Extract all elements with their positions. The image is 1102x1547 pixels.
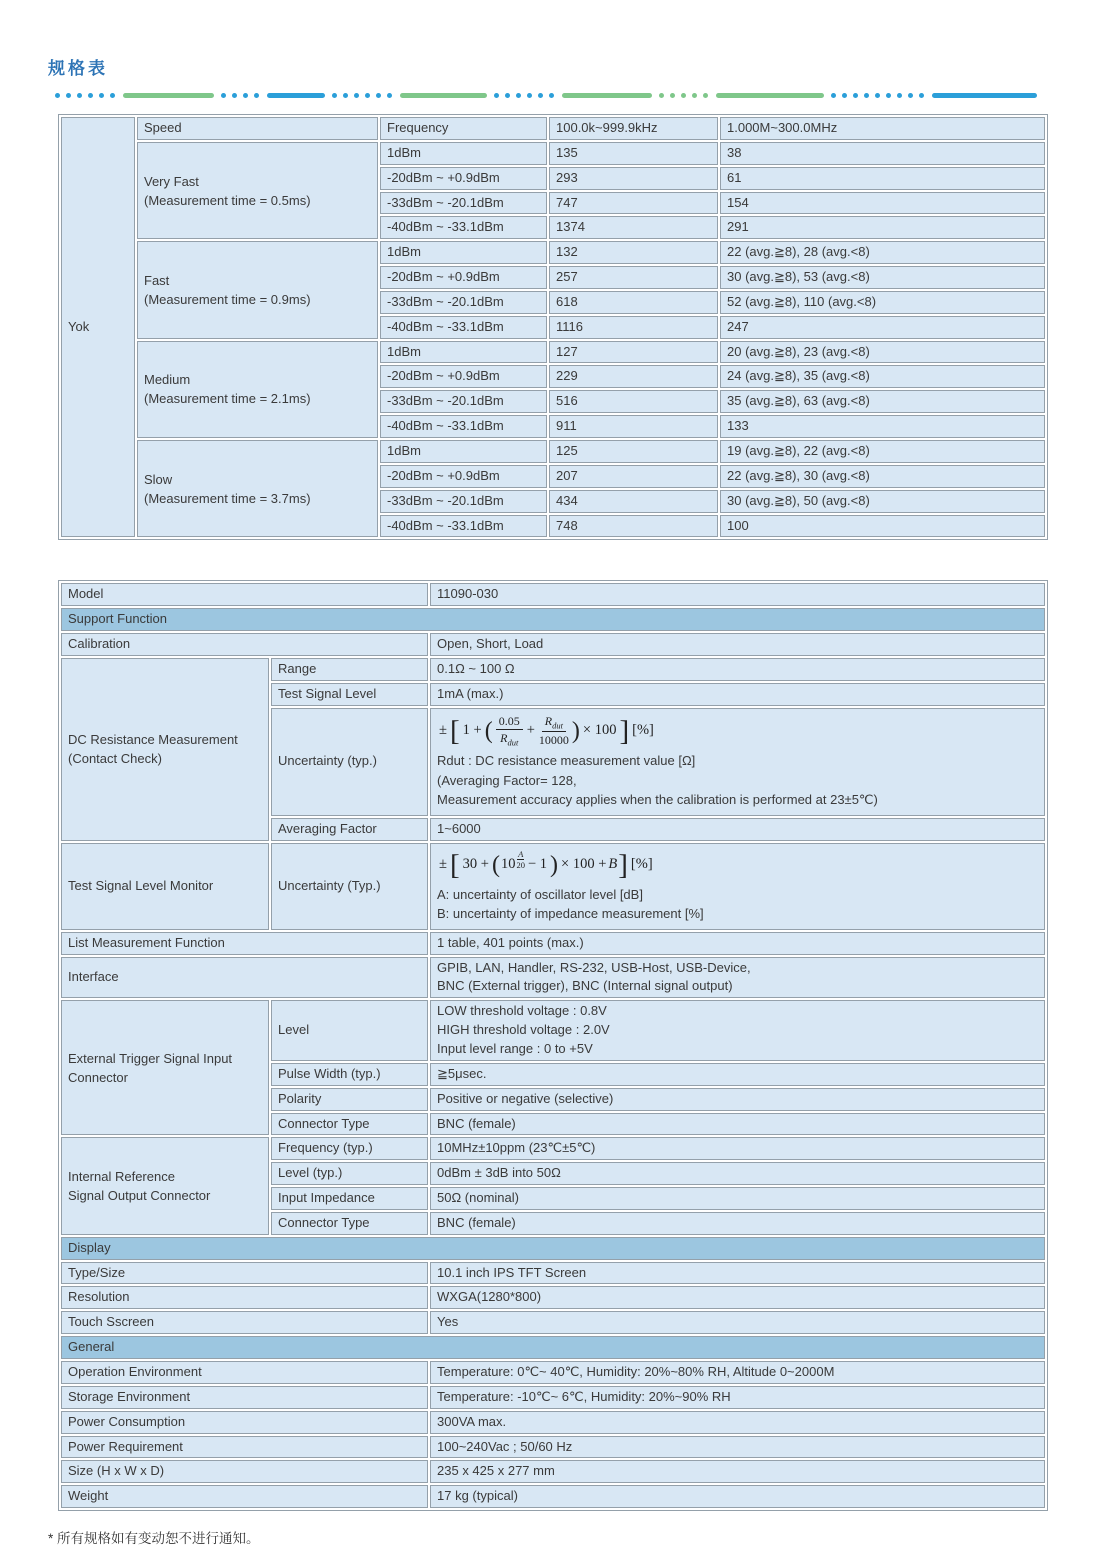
test-signal-level-value: 1mA (max.) [430,683,1045,706]
separator-dot [659,93,664,98]
polarity-value: Positive or negative (selective) [430,1088,1045,1111]
separator-dot [376,93,381,98]
decorative-separator [55,92,1043,99]
tslm-label: Test Signal Level Monitor [61,843,269,930]
value-cell: 52 (avg.≧8), 110 (avg.<8) [720,291,1045,314]
separator-dot [387,93,392,98]
level-cell: -33dBm ~ -20.1dBm [380,390,547,413]
separator-dot [516,93,521,98]
separator-dot [110,93,115,98]
separator-dot [692,93,697,98]
separator-dot [332,93,337,98]
speed-group-time: (Measurement time = 0.9ms) [144,291,311,307]
intref-level-label: Level (typ.) [271,1162,428,1185]
ext-connector-type-label: Connector Type [271,1113,428,1136]
power-requirement-label: Power Requirement [61,1436,428,1459]
value-cell: 100 [720,515,1045,538]
separator-dot [365,93,370,98]
speed-group-medium [137,341,378,438]
value-cell: 618 [549,291,718,314]
value-cell: 61 [720,167,1045,190]
level-cell: 1dBm [380,341,547,364]
separator-dot [853,93,858,98]
dc-uncertainty-label: Uncertainty (typ.) [271,708,428,816]
value-cell: 38 [720,142,1045,165]
section-header-general: General [61,1336,1045,1359]
separator-dot [232,93,237,98]
tslm-uncertainty-formula: ± [ 30 + ( 10 A 20 − 1 ) × 100 + B ] [%] [439,848,653,881]
dc-uncertainty-note2: (Averaging Factor= 128, [437,772,577,788]
power-requirement-value: 100~240Vac ; 50/60 Hz [430,1436,1045,1459]
polarity-label: Polarity [271,1088,428,1111]
table-row [61,633,1045,656]
value-cell: 229 [549,365,718,388]
separator-dot [505,93,510,98]
speed-group-time: (Measurement time = 0.5ms) [144,192,311,208]
value-cell: 747 [549,192,718,215]
range-value: 0.1Ω ~ 100 Ω [430,658,1045,681]
table-row [61,1436,1045,1459]
separator-dot [897,93,902,98]
weight-label: Weight [61,1485,428,1508]
ext-connector-type-value: BNC (female) [430,1113,1045,1136]
value-cell: 247 [720,316,1045,339]
speed-group-name: Fast [144,272,170,288]
separator-dash [716,93,824,98]
value-cell: 135 [549,142,718,165]
table-row [61,1485,1045,1508]
speed-group-very-fast [137,142,378,239]
pulse-width-value: ≧5μsec. [430,1063,1045,1086]
power-consumption-label: Power Consumption [61,1411,428,1434]
dc-uncertainty-value [430,708,1045,816]
level-cell: -20dBm ~ +0.9dBm [380,266,547,289]
value-cell: 20 (avg.≧8), 23 (avg.<8) [720,341,1045,364]
table-row [61,142,1045,165]
input-impedance-label: Input Impedance [271,1187,428,1210]
separator-dot [831,93,836,98]
speed-group-name: Very Fast [144,173,199,189]
separator-dot [77,93,82,98]
intref-level-value: 0dBm ± 3dB into 50Ω [430,1162,1045,1185]
level-cell: -40dBm ~ -33.1dBm [380,415,547,438]
speed-group-name: Slow [144,471,173,487]
separator-dot [842,93,847,98]
separator-dot [864,93,869,98]
value-cell: 30 (avg.≧8), 50 (avg.<8) [720,490,1045,513]
table-row [61,608,1045,631]
value-cell: 257 [549,266,718,289]
external-trigger-label-line2: Connector [68,1069,128,1085]
separator-dot [886,93,891,98]
separator-dash [562,93,652,98]
level-cell: 1dBm [380,241,547,264]
separator-dot [99,93,104,98]
value-cell: 22 (avg.≧8), 28 (avg.<8) [720,241,1045,264]
table-row [61,1336,1045,1359]
intref-connector-type-value: BNC (female) [430,1212,1045,1235]
table-row [61,1386,1045,1409]
level-cell: -20dBm ~ +0.9dBm [380,167,547,190]
size-label: Size (H x W x D) [61,1460,428,1483]
separator-dot [88,93,93,98]
internal-reference-label-line1: Internal Reference [68,1169,175,1185]
table-row [61,843,1045,930]
separator-dot [681,93,686,98]
power-consumption-value: 300VA max. [430,1411,1045,1434]
separator-dot [243,93,248,98]
value-cell: 127 [549,341,718,364]
ext-level-line3: Input level range : 0 to +5V [437,1041,593,1057]
value-cell: 911 [549,415,718,438]
resolution-value: WXGA(1280*800) [430,1286,1045,1309]
value-cell: 133 [720,415,1045,438]
separator-dot [919,93,924,98]
level-cell: -20dBm ~ +0.9dBm [380,365,547,388]
table-row [61,341,1045,364]
level-cell: -20dBm ~ +0.9dBm [380,465,547,488]
model-value: 11090-030 [430,583,1045,606]
speed-group-name: Medium [144,372,191,388]
ext-level-line1: LOW threshold voltage : 0.8V [437,1003,607,1019]
interface-line2: BNC (External trigger), BNC (Internal signal output) [437,978,733,994]
column-header-speed: Speed [137,117,378,140]
table-row [61,1137,1045,1160]
separator-dot [549,93,554,98]
value-cell: 1374 [549,216,718,239]
speed-table-side-label: Yok [61,117,135,537]
tslm-note2: B: uncertainty of impedance measurement [%] [437,906,704,922]
separator-dot [66,93,71,98]
pulse-width-label: Pulse Width (typ.) [271,1063,428,1086]
speed-group-time: (Measurement time = 2.1ms) [144,391,311,407]
speed-table [58,114,1048,540]
storage-environment-value: Temperature: -10℃~ 6℃, Humidity: 20%~90% RH [430,1386,1045,1409]
averaging-factor-value: 1~6000 [430,818,1045,841]
table-row [61,658,1045,681]
table-row [61,1361,1045,1384]
table-row [61,1460,1045,1483]
ext-level-line2: HIGH threshold voltage : 2.0V [437,1022,610,1038]
list-measurement-value: 1 table, 401 points (max.) [430,932,1045,955]
separator-dot [55,93,60,98]
test-signal-level-label: Test Signal Level [271,683,428,706]
separator-dot [254,93,259,98]
ext-level-label: Level [271,1000,428,1061]
table-row [61,583,1045,606]
value-cell: 24 (avg.≧8), 35 (avg.<8) [720,365,1045,388]
column-header-band1: 100.0k~999.9kHz [549,117,718,140]
separator-dot [908,93,913,98]
page-title: 规格表 [48,59,108,78]
interface-value [430,957,1045,999]
spec-table [58,580,1048,1511]
table-row [61,117,1045,140]
table-row [61,1411,1045,1434]
speed-group-fast [137,241,378,338]
operation-environment-label: Operation Environment [61,1361,428,1384]
separator-dash [123,93,214,98]
value-cell: 291 [720,216,1045,239]
calibration-label: Calibration [61,633,428,656]
value-cell: 30 (avg.≧8), 53 (avg.<8) [720,266,1045,289]
value-cell: 516 [549,390,718,413]
tslm-uncertainty-label: Uncertainty (Typ.) [271,843,428,930]
value-cell: 748 [549,515,718,538]
value-cell: 132 [549,241,718,264]
value-cell: 22 (avg.≧8), 30 (avg.<8) [720,465,1045,488]
value-cell: 293 [549,167,718,190]
separator-dot [875,93,880,98]
external-trigger-label-line1: External Trigger Signal Input [68,1050,233,1066]
separator-dot [221,93,226,98]
table-row [61,1311,1045,1334]
table-row [61,1237,1045,1260]
external-trigger-label [61,1000,269,1135]
separator-dash [932,93,1037,98]
speed-group-time: (Measurement time = 3.7ms) [144,490,311,506]
interface-line1: GPIB, LAN, Handler, RS-232, USB-Host, USB-Device, [437,959,751,975]
table-row [61,1262,1045,1285]
level-cell: 1dBm [380,142,547,165]
intref-frequency-label: Frequency (typ.) [271,1137,428,1160]
value-cell: 1116 [549,316,718,339]
weight-value: 17 kg (typical) [430,1485,1045,1508]
type-size-value: 10.1 inch IPS TFT Screen [430,1262,1045,1285]
intref-frequency-value: 10MHz±10ppm (23℃±5℃) [430,1137,1045,1160]
value-cell: 19 (avg.≧8), 22 (avg.<8) [720,440,1045,463]
resolution-label: Resolution [61,1286,428,1309]
storage-environment-label: Storage Environment [61,1386,428,1409]
internal-reference-label-line2: Signal Output Connector [68,1188,211,1204]
level-cell: -33dBm ~ -20.1dBm [380,490,547,513]
dc-resistance-label [61,658,269,841]
value-cell: 35 (avg.≧8), 63 (avg.<8) [720,390,1045,413]
separator-dot [494,93,499,98]
dc-uncertainty-formula: ± [ 1 + ( $\frac{0.05}{R_{dut}}$ + $\frac{R_{dut}}{10000}$ ) × 100 ] [%] [439,713,654,748]
range-label: Range [271,658,428,681]
separator-dash [400,93,487,98]
value-cell: 434 [549,490,718,513]
dc-resistance-label-line2: (Contact Check) [68,751,162,767]
dc-uncertainty-note1: Rdut : DC resistance measurement value [Ω] [437,753,696,769]
separator-dot [703,93,708,98]
level-cell: 1dBm [380,440,547,463]
touch-screen-label: Touch Sscreen [61,1311,428,1334]
level-cell: -33dBm ~ -20.1dBm [380,291,547,314]
value-cell: 154 [720,192,1045,215]
table-row [61,932,1045,955]
table-row [61,440,1045,463]
table-row [61,1286,1045,1309]
dc-uncertainty-note3: Measurement accuracy applies when the calibration is performed at 23±5℃) [437,792,878,808]
column-header-band2: 1.000M~300.0MHz [720,117,1045,140]
ext-level-value [430,1000,1045,1061]
separator-dash [267,93,325,98]
tslm-uncertainty-value [430,843,1045,930]
input-impedance-value: 50Ω (nominal) [430,1187,1045,1210]
tslm-note1: A: uncertainty of oscillator level [dB] [437,886,643,902]
section-header-display: Display [61,1237,1045,1260]
dc-resistance-label-line1: DC Resistance Measurement [68,732,238,748]
separator-dot [670,93,675,98]
value-cell: 125 [549,440,718,463]
operation-environment-value: Temperature: 0℃~ 40℃, Humidity: 20%~80% RH, Altitude 0~2000M [430,1361,1045,1384]
level-cell: -40dBm ~ -33.1dBm [380,316,547,339]
calibration-value: Open, Short, Load [430,633,1045,656]
touch-screen-value: Yes [430,1311,1045,1334]
internal-reference-label [61,1137,269,1234]
list-measurement-label: List Measurement Function [61,932,428,955]
size-value: 235 x 425 x 277 mm [430,1460,1045,1483]
separator-dot [527,93,532,98]
interface-label: Interface [61,957,428,999]
column-header-frequency: Frequency [380,117,547,140]
table-row [61,957,1045,999]
averaging-factor-label: Averaging Factor [271,818,428,841]
section-header-support-function: Support Function [61,608,1045,631]
table-row [61,1000,1045,1061]
speed-group-slow [137,440,378,537]
value-cell: 207 [549,465,718,488]
footnote: * 所有规格如有变动恕不进行通知。 [48,1531,260,1547]
table-row [61,241,1045,264]
type-size-label: Type/Size [61,1262,428,1285]
intref-connector-type-label: Connector Type [271,1212,428,1235]
level-cell: -40dBm ~ -33.1dBm [380,515,547,538]
separator-dot [343,93,348,98]
level-cell: -33dBm ~ -20.1dBm [380,192,547,215]
model-label: Model [61,583,428,606]
level-cell: -40dBm ~ -33.1dBm [380,216,547,239]
separator-dot [538,93,543,98]
separator-dot [354,93,359,98]
